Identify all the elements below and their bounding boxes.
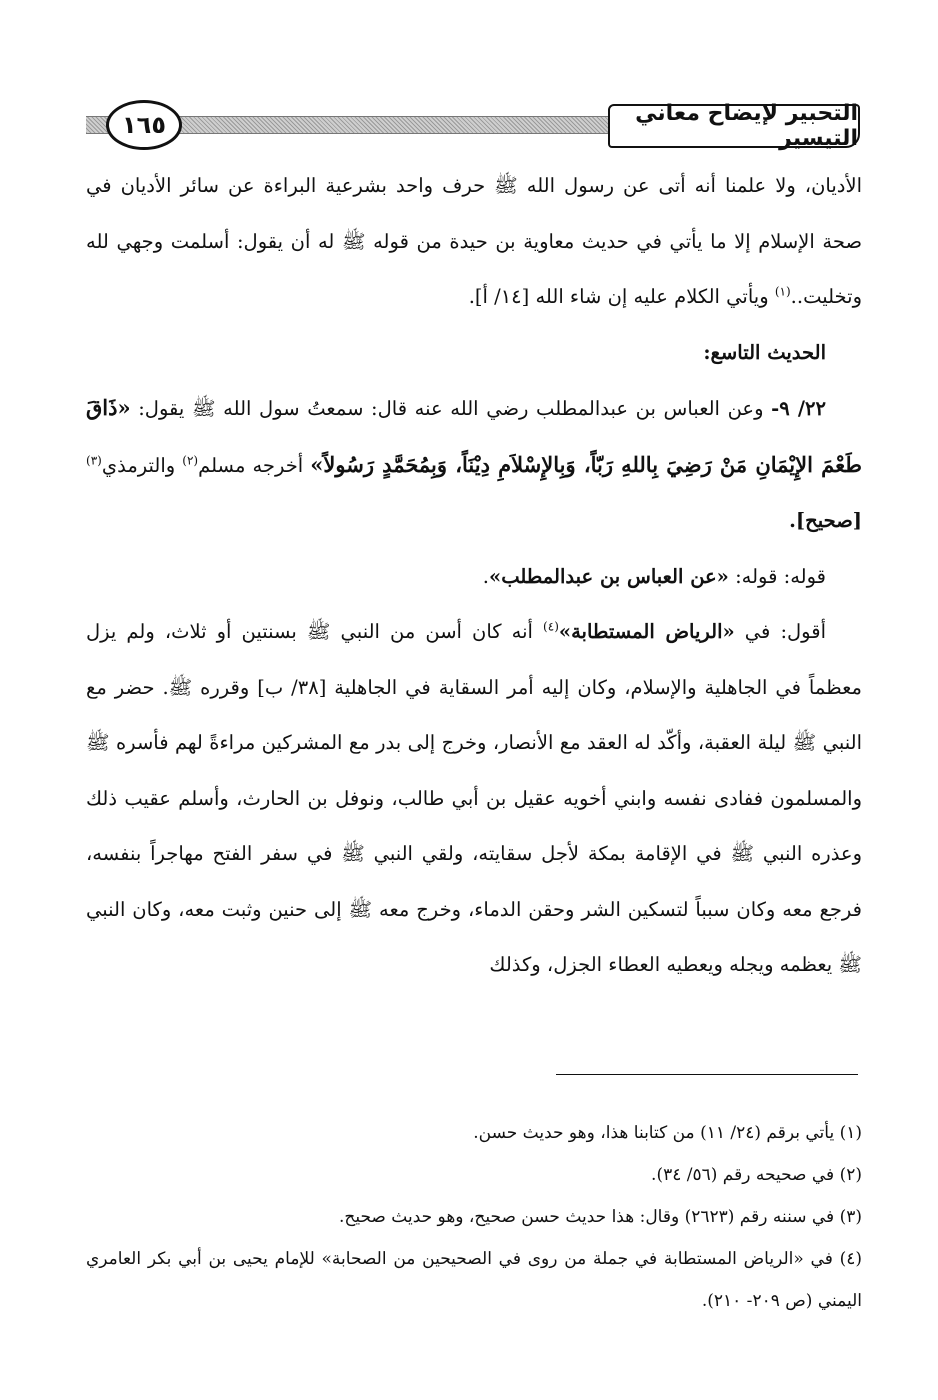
footnote-2: (٢) في صحيحه رقم (٥٦/ ٣٤). [651, 1165, 862, 1185]
footnote-divider [556, 1074, 858, 1075]
footnote-ref-1: (١) [774, 284, 791, 299]
paragraph-text: الأديان، ولا علمنا أنه أتى عن رسول الله ﷺ حرف واحد بشرعية البراءة عن سائر الأديان في صحة الإسلام إلا ما يأتي في حديث معاوية بن حيدة من قوله ﷺ له أن يقول: أسلمت وجهي لله وتخليت.. [86, 174, 862, 308]
hadith-text: «ذَاقَ طَعْمَ الإِيْمَانِ مَنْ رَضِيَ بِاللهِ رَبّاً، وَبِالإِسْلاَمِ دِيْنَاً، وَبِمُحَمَّدٍ رَسُولاً» [86, 395, 862, 477]
commentary-paragraph [86, 549, 862, 605]
main-text [86, 158, 862, 993]
footnotes [86, 1112, 862, 1322]
hadith-number: ٢٢/ ٩- [771, 397, 826, 420]
footnote-4: (٤) في «الرياض المستطابة في جملة من روى في الصحيحين من الصحابة» للإمام يحيى بن أبي بكر العامري اليمني (ص ٢٠٩- ٢١٠). [86, 1249, 862, 1311]
commentary-paragraph [86, 604, 862, 993]
footnote-ref-2: (٢) [182, 453, 199, 467]
book-title: «الرياض المستطابة» [558, 620, 735, 643]
page-number: ١٦٥ [106, 100, 182, 150]
footnote-ref-3: (٣) [86, 453, 102, 467]
paragraph-text: أنه كان أسن من النبي ﷺ بسنتين أو ثلاث، ولم يزل معظماً في الجاهلية والإسلام، وكان إليه أمر السقاية في الجاهلية [٣٨/ ب] وقرره ﷺ. حضر مع النبي ﷺ ليلة العقبة، وأكّد له العقد مع الأنصار، وخرج إلى بدر مع المشركين مراءةً لهم فأسره ﷺ والمسلمون ففادى نفسه وابني أخويه عقيل بن أبي طالب، ونوفل بن الحارث، وأسلم عقيب ذلك وعذره النبي ﷺ في الإقامة بمكة لأجل سقايته، ولقي النبي ﷺ في سفر الفتح مهاجراً بنفسه، فرجع معه وكان سبباً لتسكين الشر وحقن الدماء، وخرج معه ﷺ إلى حنين وثبت معه، وكان النبي ﷺ يعظمه ويجله ويعطيه العطاء الجزل، وكذلك [86, 620, 862, 976]
footnote-ref-4: (٤) [543, 619, 559, 634]
paragraph-text: أخرجه مسلم [198, 453, 311, 477]
hadith-paragraph [86, 380, 862, 549]
hadith-grade: [صحيح]. [789, 509, 862, 532]
running-title: التحبير لإيضاح معاني التيسير [608, 104, 860, 148]
paragraph-text: . [482, 564, 489, 588]
paragraph-text: والترمذي [101, 453, 183, 477]
paragraph-text: أقول: في [734, 620, 826, 643]
footnote-3: (٣) في سننه رقم (٢٦٢٣) وقال: هذا حديث حسن صحيح، وهو حديث صحيح. [338, 1207, 862, 1227]
quoted-phrase: «عن العباس بن عبدالمطلب» [489, 564, 729, 588]
paragraph-text: ويأتي الكلام عليه إن شاء الله [١٤/ أ]. [468, 285, 775, 308]
paragraph-text: قوله: قوله: [728, 564, 826, 588]
section-heading: الحديث التاسع: [703, 340, 826, 364]
footnote-1: (١) يأتي برقم (٢٤/ ١١) من كتابنا هذا، وهو حديث حسن. [473, 1123, 862, 1143]
paragraph-continuation [86, 158, 862, 325]
paragraph-text: وعن العباس بن عبدالمطلب رضي الله عنه قال: سمعتُ سول الله ﷺ يقول: [130, 397, 772, 420]
running-header [86, 98, 860, 160]
